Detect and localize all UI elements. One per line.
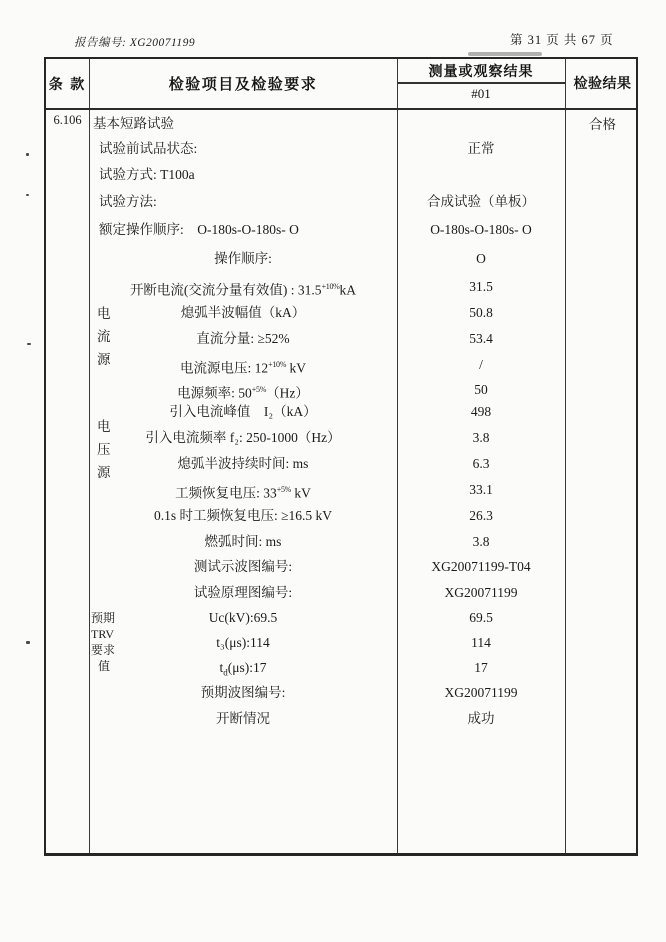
table-row: [46, 582, 640, 604]
row-value: 50.8: [469, 305, 493, 320]
table-row: [46, 302, 640, 324]
header-clause: 条 款: [48, 78, 87, 93]
table-row: [46, 556, 640, 578]
row-label: 0.1s 时工频恢复电压: ≥16.5 kV: [153, 508, 333, 523]
header-item: 检验项目及检验要求: [168, 77, 318, 93]
header-verdict: 检验结果: [573, 77, 632, 92]
row-value: 31.5: [469, 279, 493, 294]
table-row: [46, 164, 640, 186]
row-value: 17: [474, 660, 488, 675]
inspection-table: [44, 57, 638, 856]
row-value: 50: [474, 382, 488, 397]
row-value: 69.5: [469, 610, 493, 625]
row-label: 引入电流频率 f₂: 250-1000（Hz）: [145, 430, 341, 445]
table-row: [46, 191, 640, 213]
side-label-trv-expected: 预期 TRV 要求 值: [91, 611, 116, 673]
row-label: 引入电流峰值 I₂（kA）: [169, 404, 317, 419]
header-result-group: 测量或观察结果: [428, 65, 534, 80]
report-number: 报告编号: XG20071199: [74, 37, 196, 49]
table-row: [46, 453, 640, 475]
table-row: [46, 248, 640, 270]
row-label: 熄弧半波持续时间: ms: [177, 456, 309, 471]
row-label: t₃(μs):114: [216, 635, 270, 650]
row-label: 熄弧半波幅值（kA）: [180, 305, 306, 320]
row-value: 53.4: [469, 331, 493, 346]
row-label: $t_d(\mu s):17$: [219, 660, 267, 678]
table-row: [46, 657, 640, 679]
row-label: 试验方式: T100a: [99, 167, 195, 182]
subheader-divider: [397, 82, 565, 84]
row-value: 成功: [467, 711, 495, 726]
table-row: [46, 401, 640, 423]
scan-artifact: [27, 343, 31, 345]
table-row: [46, 379, 640, 401]
row-value: /: [479, 357, 483, 372]
table-row: [46, 531, 640, 553]
table-row: [46, 138, 640, 160]
row-label: 试验前试品状态:: [99, 141, 198, 156]
row-label: 电流源电压: $12^{+10\%}$ kV: [180, 360, 306, 376]
row-label: 燃弧时间: ms: [204, 534, 282, 549]
row-value: 3.8: [472, 430, 490, 445]
row-label: 工频恢复电压: $33^{+5\%}$ kV: [175, 485, 311, 501]
table-row: [46, 427, 640, 449]
row-label: 额定操作顺序: O-180s-O-180s- O: [99, 222, 299, 237]
row-value: XG20071199: [444, 585, 518, 600]
table-row: [46, 682, 640, 704]
row-value: 33.1: [469, 482, 493, 497]
row-label: 电源频率: $50^{+5\%}(Hz)$: [177, 385, 309, 401]
row-value: 6.3: [472, 456, 490, 471]
row-value: 498: [470, 404, 492, 419]
row-label: 基本短路试验: [93, 116, 174, 131]
side-label-voltage-source: 电 压 源: [97, 419, 111, 480]
scan-artifact: [26, 194, 29, 196]
row-label: 测试示波图编号:: [193, 559, 293, 574]
table-row: [46, 113, 640, 135]
table-row: [46, 607, 640, 629]
row-label: 开断情况: [216, 711, 270, 726]
side-label-current-source: 电 流 源: [97, 306, 111, 367]
header-sample-01: #01: [471, 86, 491, 101]
table-row: [46, 354, 640, 376]
row-label: 预期波图编号:: [200, 685, 286, 700]
header-divider: [46, 108, 636, 110]
row-value: XG20071199: [444, 685, 518, 700]
row-value: 合成试验（单板）: [427, 194, 535, 209]
row-value: O-180s-O-180s- O: [430, 222, 532, 237]
table-row: [46, 219, 640, 241]
row-label: 操作顺序:: [214, 251, 272, 266]
row-label: 直流分量: ≥52%: [196, 331, 290, 346]
row-label: Uc(kV):69.5: [208, 610, 278, 625]
table-row: [46, 632, 640, 654]
row-value: 正常: [467, 141, 495, 156]
table-row: [46, 505, 640, 527]
row-value: XG20071199-T04: [431, 559, 531, 574]
row-value: 26.3: [469, 508, 493, 523]
page-number: 第 31 页 共 67 页: [510, 33, 614, 47]
scan-artifact: [26, 153, 29, 156]
table-row: [46, 328, 640, 350]
row-value: O: [476, 251, 486, 266]
row-label: 试验方法:: [99, 194, 157, 209]
row-label: 开断电流(交流分量有效值) : $31.5^{+10\%}kA$: [129, 282, 357, 298]
row-label: 试验原理图编号:: [193, 585, 293, 600]
row-value: 3.8: [472, 534, 490, 549]
table-row: [46, 708, 640, 730]
verdict-value: 合格: [589, 117, 616, 132]
scan-artifact: [26, 641, 30, 644]
table-row: [46, 276, 640, 298]
row-value: 114: [471, 635, 491, 650]
table-row: [46, 479, 640, 501]
clause-number: 6.106: [53, 113, 82, 127]
scan-artifact: [468, 52, 542, 56]
